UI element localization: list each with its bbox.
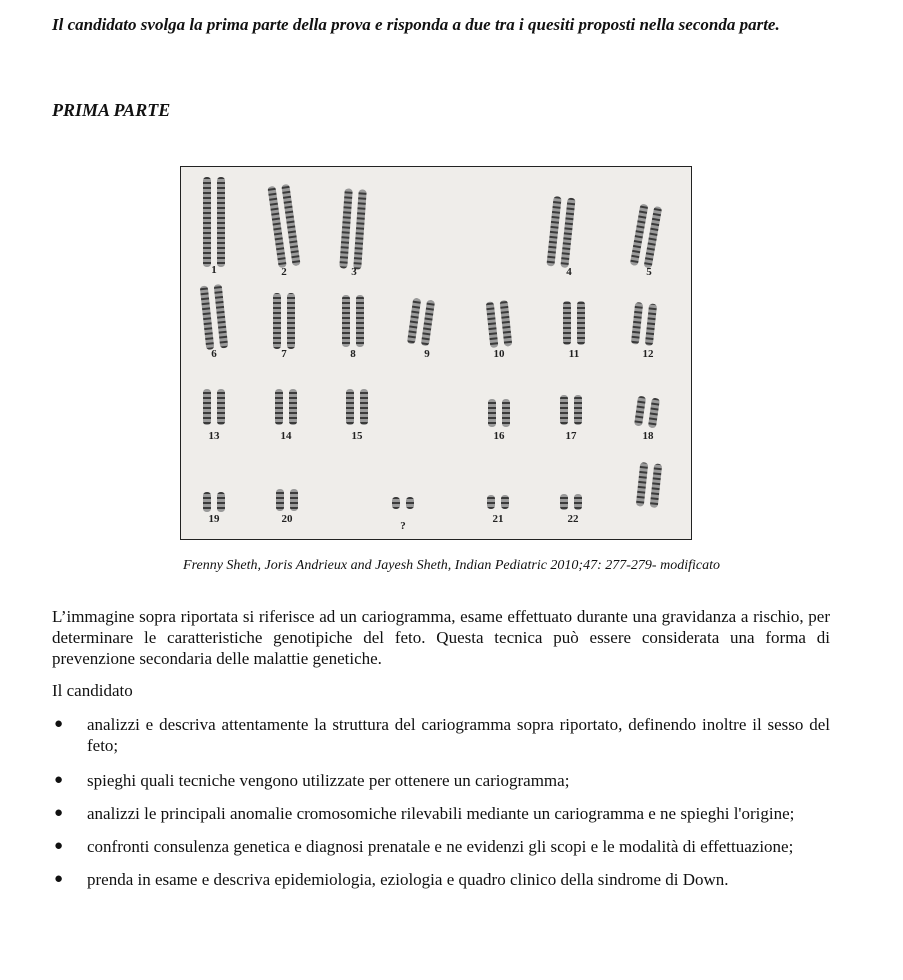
figure-caption: Frenny Sheth, Joris Andrieux and Jayesh Sheth, Indian Pediatric 2010;47: 277-279- modificato [183, 558, 720, 573]
chromosome [486, 301, 499, 348]
chromosome-label: 15 [351, 430, 363, 442]
chromosome-label: 14 [280, 430, 292, 442]
bullet-icon: ● [54, 805, 64, 821]
chromosome [487, 495, 495, 509]
bullet-icon: ● [54, 716, 64, 732]
chromosome-pair [200, 284, 229, 350]
chromosome-pair [636, 462, 662, 508]
task-list [52, 714, 830, 890]
chromosome-label: 4 [566, 266, 572, 278]
task-item: ● analizzi le principali anomalie cromosomiche rilevabili mediante un cariogramma e ne spieghi l'origine; [54, 804, 795, 823]
chromosome-pair [560, 494, 582, 510]
chromosome-label: 7 [281, 348, 287, 360]
chromosome [574, 395, 582, 425]
chromosome-pair [267, 184, 300, 268]
bullet-icon: ● [54, 772, 64, 788]
chromosome-label: 20 [281, 513, 293, 525]
chromosome-pair [487, 495, 509, 509]
intro-instructions: Il candidato svolga la prima parte della prova e risponda a due tra i quesiti proposti nella seconda parte. [52, 15, 780, 34]
chromosome [502, 399, 510, 427]
chromosome-pair [486, 300, 513, 348]
chromosome-pair [276, 489, 298, 511]
chromosome [360, 389, 368, 425]
chromosome [276, 489, 284, 511]
chromosome [217, 492, 225, 512]
chromosome-label: 17 [565, 430, 577, 442]
chromosome [214, 284, 229, 348]
chromosome [546, 196, 561, 266]
candidate-label: Il candidato [52, 681, 133, 700]
chromosome [217, 389, 225, 425]
chromosome [500, 300, 513, 347]
chromosome [353, 189, 367, 269]
chromosome [634, 396, 646, 427]
chromosome [650, 463, 663, 508]
chromosome-pair [560, 395, 582, 425]
chromosome [342, 295, 350, 347]
chromosome-label: 2 [281, 266, 287, 278]
chromosome-label: 21 [492, 513, 504, 525]
chromosome-label: 5 [646, 266, 652, 278]
chromosome [289, 389, 297, 425]
chromosome-label: 16 [493, 430, 505, 442]
chromosome [488, 399, 496, 427]
chromosome [203, 177, 211, 267]
section-title: PRIMA PARTE [52, 100, 171, 120]
chromosome [563, 301, 571, 345]
chromosome [203, 492, 211, 512]
chromosome-pair [392, 497, 414, 509]
karyogram-figure [180, 166, 692, 540]
task-item: ● prenda in esame e descriva epidemiologia, eziologia e quadro clinico della sindrome di Down. [54, 870, 729, 889]
chromosome-pair [546, 196, 575, 268]
chromosome [407, 298, 421, 345]
chromosome-label: 11 [568, 348, 580, 360]
chromosome [648, 398, 660, 429]
chromosome-pair [630, 204, 662, 269]
bullet-icon: ● [54, 871, 64, 887]
chromosome-label: 18 [642, 430, 654, 442]
chromosome-pair [203, 492, 225, 512]
chromosome [217, 177, 225, 267]
chromosome [339, 188, 353, 268]
task-item: ● spieghi quali tecniche vengono utilizzate per ottenere un cariogramma; [54, 771, 570, 790]
chromosome-label: 12 [642, 348, 654, 360]
chromosome-pair [631, 302, 657, 346]
chromosome-label: 3 [351, 266, 357, 278]
chromosome [501, 495, 509, 509]
chromosome-pair [339, 188, 367, 269]
chromosome [273, 293, 281, 349]
chromosome [275, 389, 283, 425]
chromosome [392, 497, 400, 509]
chromosome-pair [346, 389, 368, 425]
chromosome [560, 494, 568, 510]
chromosome-label: 10 [493, 348, 505, 360]
chromosome [574, 494, 582, 510]
chromosome [406, 497, 414, 509]
chromosome-label: 13 [208, 430, 220, 442]
chromosome-pair [342, 295, 364, 347]
chromosome [346, 389, 354, 425]
karyogram-image [181, 167, 693, 541]
chromosome [203, 389, 211, 425]
chromosome-pair [273, 293, 295, 349]
chromosome-pair [407, 298, 435, 347]
chromosome [631, 302, 643, 345]
bullet-icon: ● [54, 838, 64, 854]
task-item: ● analizzi e descriva attentamente la struttura del cariogramma sopra riportato, definendo inoltre il sesso del feto; [54, 715, 830, 755]
chromosome [290, 489, 298, 511]
chromosome-pair [563, 301, 585, 345]
chromosome [356, 295, 364, 347]
chromosome-label: 1 [211, 264, 217, 276]
chromosome-label: 8 [350, 348, 356, 360]
chromosome-label: 9 [424, 348, 430, 360]
chromosome-pair [488, 399, 510, 427]
chromosome-label: 19 [208, 513, 220, 525]
chromosome-label: ? [400, 520, 406, 532]
chromosome-pair [275, 389, 297, 425]
chromosome [560, 395, 568, 425]
description-paragraph: L’immagine sopra riportata si riferisce ad un cariogramma, esame effettuato durante una gravidanza a rischio, per determinare le caratteristiche genotipiche del feto. Questa tecnica può essere considerata una forma di prevenzione secondaria delle malattie genetiche. [52, 607, 830, 668]
chromosome [287, 293, 295, 349]
chromosome [421, 300, 435, 347]
chromosome [645, 303, 657, 346]
chromosome [636, 462, 649, 507]
chromosome-label: 6 [211, 348, 217, 360]
chromosome-pair [634, 396, 660, 429]
chromosome [560, 198, 575, 268]
chromosome [577, 301, 585, 345]
task-item: ● confronti consulenza genetica e diagnosi prenatale e ne evidenzi gli scopi e le modalità di effettuazione; [54, 837, 794, 856]
chromosome-pair [203, 389, 225, 425]
chromosome [200, 285, 215, 349]
chromosome-pair [203, 177, 225, 267]
chromosome-label: 22 [567, 513, 579, 525]
